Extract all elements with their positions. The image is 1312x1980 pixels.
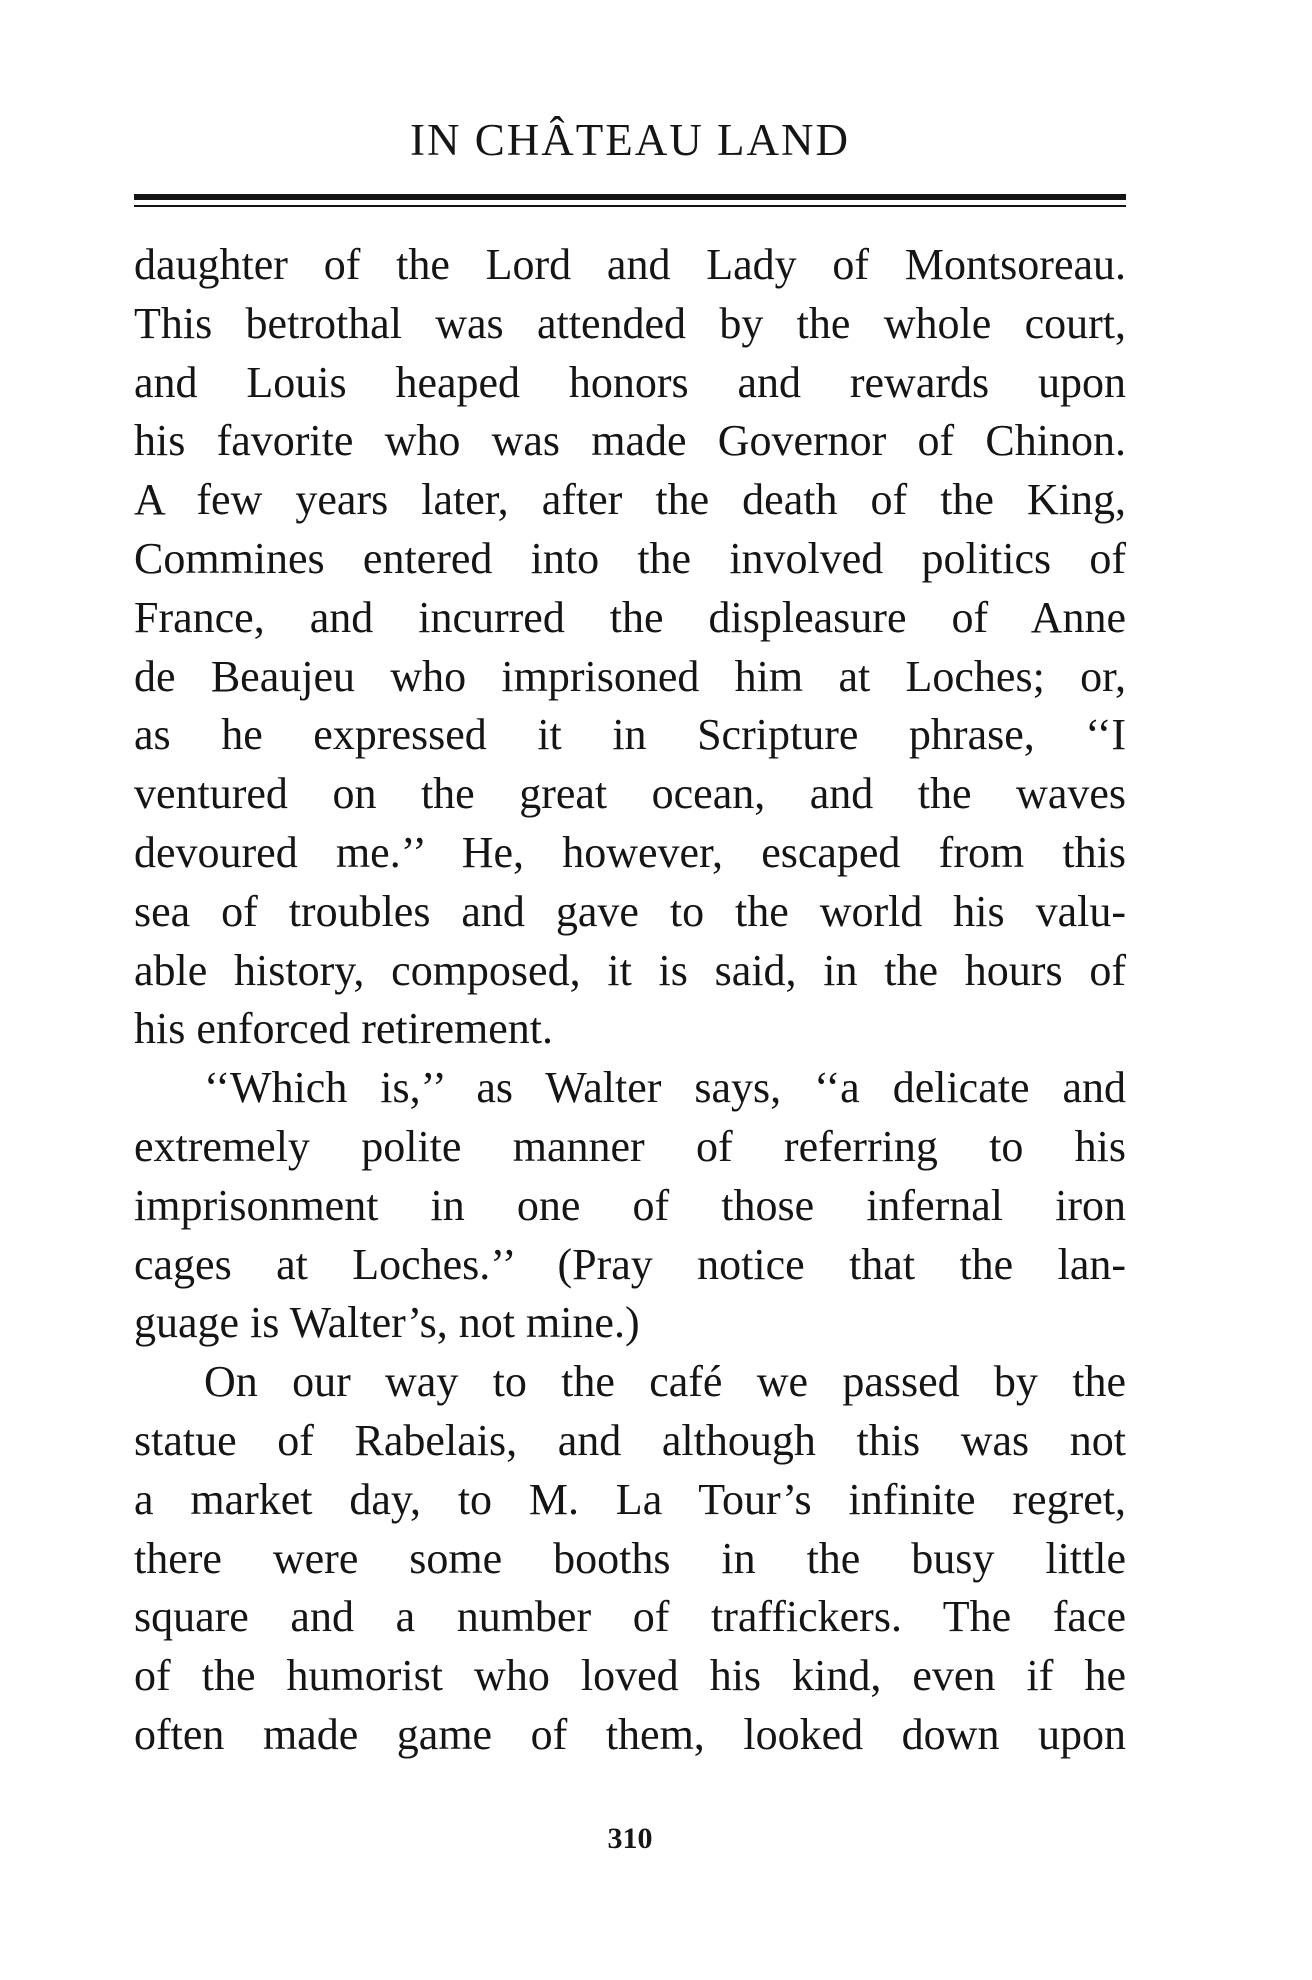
text-line: often made game of them, looked down upon	[134, 1709, 1126, 1759]
text-line: of the humorist who loved his kind, even if he	[134, 1651, 1126, 1701]
text-line: A few years later, after the death of the King,	[134, 475, 1126, 525]
text-line: and Louis heaped honors and rewards upon	[134, 357, 1126, 407]
text-line: ‘‘Which is,’’ as Walter says, ‘‘a delicate and	[204, 1063, 1126, 1113]
text-line: square and a number of traffickers. The face	[134, 1592, 1126, 1642]
text-line: France, and incurred the displeasure of Anne	[134, 592, 1126, 642]
text-line: de Beaujeu who imprisoned him at Loches; or,	[134, 651, 1126, 701]
text-line: devoured me.’’ He, however, escaped from this	[134, 827, 1126, 877]
text-line: able history, composed, it is said, in the hours of	[134, 945, 1126, 995]
text-line: guage is Walter’s, not mine.)	[134, 1298, 640, 1348]
text-line: Commines entered into the involved politics of	[134, 533, 1126, 583]
text-line: as he expressed it in Scripture phrase, ‘‘I	[134, 710, 1126, 760]
text-line: imprisonment in one of those infernal iron	[134, 1180, 1126, 1230]
body-text	[134, 236, 1126, 1765]
text-line: there were some booths in the busy little	[134, 1533, 1126, 1583]
text-line: statue of Rabelais, and although this was not	[134, 1415, 1126, 1465]
page-number: 310	[607, 1822, 653, 1855]
text-line: his enforced retirement.	[134, 1004, 554, 1054]
text-line: ventured on the great ocean, and the waves	[134, 769, 1126, 819]
text-line: his favorite who was made Governor of Chinon.	[134, 416, 1126, 466]
text-line: sea of troubles and gave to the world his valu-	[134, 886, 1126, 936]
text-line: extremely polite manner of referring to his	[134, 1121, 1126, 1171]
text-line: On our way to the café we passed by the	[204, 1357, 1126, 1407]
running-head: IN CHÂTEAU LAND	[410, 115, 850, 165]
text-line: This betrothal was attended by the whole court,	[134, 298, 1126, 348]
header-rule-thick	[134, 194, 1126, 200]
text-line: cages at Loches.’’ (Pray notice that the lan-	[134, 1239, 1126, 1289]
text-line: a market day, to M. La Tour’s infinite regret,	[134, 1474, 1126, 1524]
text-line: daughter of the Lord and Lady of Montsoreau.	[134, 240, 1126, 289]
header-rule-thin	[134, 205, 1126, 207]
